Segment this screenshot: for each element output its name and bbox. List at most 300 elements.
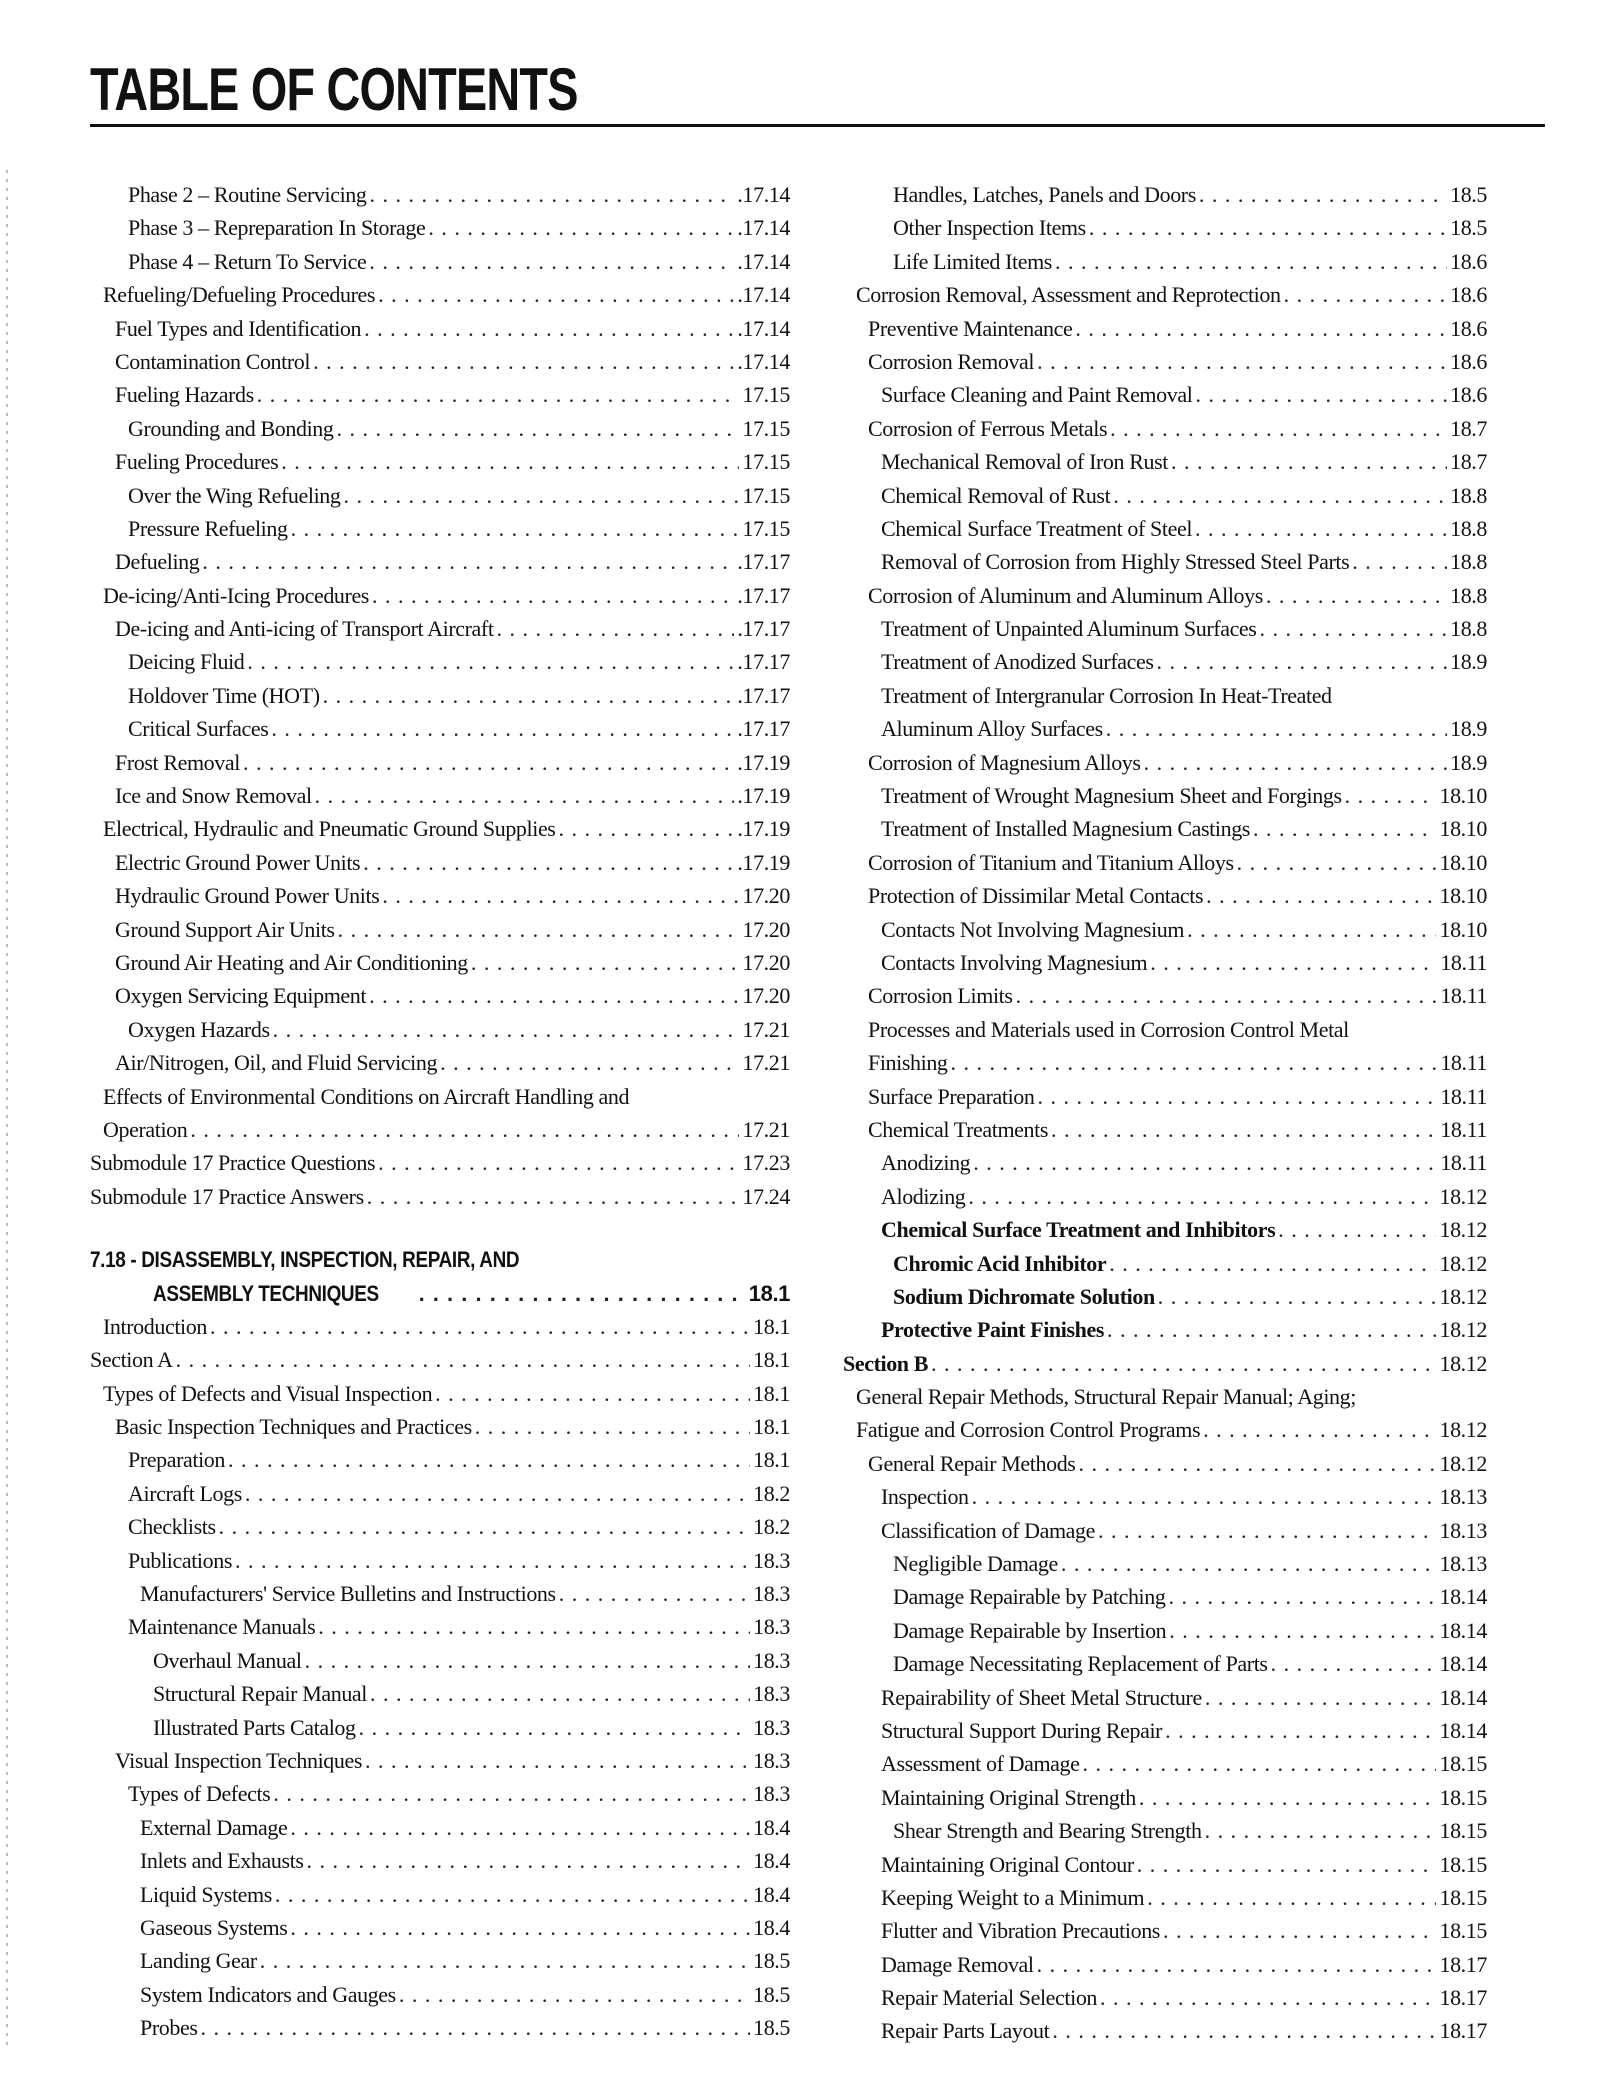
toc-entry[interactable] — [90, 1577, 790, 1610]
toc-entry[interactable] — [90, 1046, 790, 1079]
dot-leader — [1165, 1714, 1436, 1747]
toc-entry[interactable] — [90, 913, 790, 946]
toc-entry[interactable] — [843, 645, 1487, 678]
toc-entry-page: 17.15 — [742, 382, 790, 408]
toc-entry[interactable] — [90, 1811, 790, 1844]
toc-entry-label: General Repair Methods, Structural Repair Manual; Aging; — [856, 1384, 1356, 1410]
toc-entry-label: Ground Air Heating and Air Conditioning — [115, 949, 468, 975]
toc-entry[interactable] — [843, 312, 1487, 345]
dot-leader — [1147, 1881, 1436, 1914]
toc-entry[interactable] — [90, 879, 790, 912]
toc-entry[interactable] — [843, 1981, 1487, 2014]
toc-entry-page: 18.13 — [1439, 1551, 1487, 1577]
toc-entry-page: 18.14 — [1439, 1584, 1487, 1610]
toc-entry[interactable] — [90, 1146, 790, 1179]
toc-entry[interactable] — [843, 812, 1487, 845]
toc-entry-page: 18.6 — [1450, 248, 1487, 274]
toc-entry-page: 17.20 — [742, 949, 790, 975]
toc-entry-page: 18.8 — [1450, 482, 1487, 508]
toc-entry-label: Sodium Dichromate Solution — [893, 1283, 1155, 1309]
toc-entry-label: Corrosion of Ferrous Metals — [868, 415, 1108, 441]
dot-leader — [1110, 412, 1447, 445]
dot-leader — [1106, 712, 1447, 745]
toc-entry[interactable] — [843, 746, 1487, 779]
toc-entry[interactable] — [843, 1848, 1487, 1881]
toc-entry[interactable] — [90, 746, 790, 779]
toc-entry[interactable] — [843, 1280, 1487, 1313]
toc-entry-label: Treatment of Intergranular Corrosion In Heat-Treated — [881, 682, 1332, 708]
dot-leader — [338, 913, 740, 946]
scan-margin-marks — [6, 170, 8, 2050]
toc-entry-label: Visual Inspection Techniques — [115, 1747, 363, 1773]
toc-entry-page: 18.15 — [1439, 1751, 1487, 1777]
section-heading-text: 7.18 - DISASSEMBLY, INSPECTION, REPAIR, AND — [90, 1247, 520, 1273]
toc-entry-page: 18.11 — [1440, 1050, 1487, 1076]
toc-entry[interactable] — [90, 1013, 790, 1046]
toc-entry-label: Protective Paint Finishes — [881, 1317, 1104, 1343]
toc-entry-page: 17.21 — [742, 1116, 790, 1142]
toc-entry-label: Probes — [140, 2015, 198, 2041]
toc-entry[interactable] — [90, 1510, 790, 1543]
dot-leader — [378, 1146, 739, 1179]
toc-entry[interactable] — [90, 245, 790, 278]
dot-leader — [435, 1377, 750, 1410]
toc-entry[interactable] — [843, 846, 1487, 879]
toc-entry-label: De-icing and Anti-icing of Transport Aircraft — [115, 616, 494, 642]
toc-entry[interactable] — [843, 1514, 1487, 1547]
dot-leader — [290, 1911, 750, 1944]
toc-entry-page: .17.17 — [737, 649, 790, 675]
toc-list-submodule-18 — [90, 1310, 790, 2045]
toc-entry[interactable] — [90, 1878, 790, 1911]
toc-entry-page: .17.19 — [737, 749, 790, 775]
dot-leader — [313, 345, 734, 378]
toc-entry[interactable] — [843, 1013, 1487, 1046]
toc-entry[interactable] — [90, 412, 790, 445]
toc-entry[interactable] — [843, 2014, 1487, 2047]
toc-entry[interactable] — [843, 1814, 1487, 1847]
toc-entry[interactable] — [90, 178, 790, 211]
toc-entry[interactable] — [843, 1447, 1487, 1480]
toc-entry[interactable] — [90, 1310, 790, 1343]
toc-entry-page: 18.3 — [753, 1647, 790, 1673]
toc-entry-label: Landing Gear — [140, 1948, 257, 1974]
toc-entry-page: 18.12 — [1439, 1350, 1487, 1376]
toc-entry[interactable] — [90, 445, 790, 478]
toc-entry-label: Air/Nitrogen, Oil, and Fluid Servicing — [115, 1050, 438, 1076]
toc-entry-label: Mechanical Removal of Iron Rust — [881, 449, 1168, 475]
toc-entry[interactable] — [843, 1113, 1487, 1146]
dot-leader — [176, 1343, 751, 1376]
dot-leader — [1100, 1981, 1436, 2014]
toc-entry[interactable] — [90, 1343, 790, 1376]
toc-entry[interactable] — [90, 345, 790, 378]
toc-entry-label: Operation — [103, 1116, 188, 1142]
toc-entry[interactable] — [90, 679, 790, 712]
toc-entry[interactable] — [90, 545, 790, 578]
toc-entry-page: 17.20 — [742, 983, 790, 1009]
toc-entry[interactable] — [843, 1614, 1487, 1647]
toc-entry[interactable] — [843, 612, 1487, 645]
toc-entry-label: Surface Preparation — [868, 1083, 1035, 1109]
toc-entry-page: 17.15 — [742, 482, 790, 508]
toc-entry-page: 18.12 — [1439, 1283, 1487, 1309]
toc-entry-label: Contamination Control — [115, 348, 311, 374]
toc-entry[interactable] — [843, 445, 1487, 478]
section-heading-line2[interactable] — [90, 1277, 790, 1310]
toc-entry[interactable] — [90, 1744, 790, 1777]
dot-leader — [363, 846, 734, 879]
toc-entry[interactable] — [90, 712, 790, 745]
toc-entry-label: Grounding and Bonding — [128, 415, 334, 441]
toc-entry[interactable] — [843, 579, 1487, 612]
toc-entry[interactable] — [90, 979, 790, 1012]
toc-entry[interactable] — [843, 879, 1487, 912]
dot-leader — [475, 1410, 750, 1443]
toc-entry[interactable] — [90, 211, 790, 244]
toc-entry-label: Chemical Surface Treatment of Steel — [881, 515, 1193, 541]
toc-entry-label: Aluminum Alloy Surfaces — [881, 716, 1103, 742]
toc-entry[interactable] — [90, 846, 790, 879]
toc-entry[interactable] — [843, 1714, 1487, 1747]
toc-entry-page: 18.5 — [753, 1981, 790, 2007]
section-heading-line1[interactable] — [90, 1243, 790, 1276]
toc-entry-label: Corrosion of Titanium and Titanium Alloys — [868, 849, 1234, 875]
dot-leader — [245, 1477, 750, 1510]
toc-entry[interactable] — [90, 1944, 790, 1977]
dot-leader — [968, 1180, 1436, 1213]
toc-entry[interactable] — [90, 579, 790, 612]
toc-entry-label: Damage Necessitating Replacement of Parts — [893, 1651, 1268, 1677]
toc-entry-label: Section B — [843, 1350, 929, 1376]
toc-left-column — [90, 178, 790, 2044]
dot-leader — [210, 1310, 750, 1343]
toc-entry-page: 18.15 — [1439, 1918, 1487, 1944]
toc-entry-label: Corrosion of Magnesium Alloys — [868, 749, 1141, 775]
toc-entry[interactable] — [843, 1247, 1487, 1280]
toc-entry[interactable] — [843, 679, 1487, 712]
toc-entry-page: 18.11 — [1440, 1083, 1487, 1109]
toc-entry-label: Repair Material Selection — [881, 1985, 1098, 2011]
toc-entry-page: 18.6 — [1450, 382, 1487, 408]
dot-leader — [1271, 1647, 1437, 1680]
toc-entry[interactable] — [90, 1113, 790, 1146]
toc-entry[interactable] — [90, 1477, 790, 1510]
toc-entry[interactable] — [843, 479, 1487, 512]
dot-leader — [370, 178, 735, 211]
toc-entry[interactable] — [90, 512, 790, 545]
toc-entry-page: 18.1 — [753, 1347, 790, 1373]
dot-leader — [290, 1811, 750, 1844]
toc-entry[interactable] — [90, 612, 790, 645]
toc-list-submodule-18-cont — [843, 178, 1487, 2048]
toc-entry-page: 18.1 — [753, 1313, 790, 1339]
toc-entry-label: Corrosion Limits — [868, 983, 1013, 1009]
toc-entry-page: 18.3 — [753, 1581, 790, 1607]
page-number: 18.1 — [748, 1280, 790, 1306]
toc-entry-page: 18.14 — [1439, 1617, 1487, 1643]
toc-entry[interactable] — [843, 1347, 1487, 1380]
toc-entry[interactable] — [90, 779, 790, 812]
toc-entry[interactable] — [843, 1647, 1487, 1680]
toc-entry-label: Removal of Corrosion from Highly Stressed Steel Parts — [881, 549, 1350, 575]
toc-entry[interactable] — [90, 1644, 790, 1677]
toc-entry-label: Shear Strength and Bearing Strength — [893, 1818, 1202, 1844]
toc-entry[interactable] — [90, 1610, 790, 1643]
toc-entry[interactable] — [843, 712, 1487, 745]
dot-leader — [243, 746, 734, 779]
toc-entry-page: 18.11 — [1440, 983, 1487, 1009]
dot-leader — [1078, 1447, 1436, 1480]
toc-entry-label: Corrosion Removal — [868, 348, 1035, 374]
toc-entry-label: Repairability of Sheet Metal Structure — [881, 1684, 1202, 1710]
dot-leader — [1055, 245, 1447, 278]
toc-entry-page: 18.2 — [753, 1480, 790, 1506]
toc-entry-label: Introduction — [103, 1313, 207, 1339]
toc-entry[interactable] — [843, 412, 1487, 445]
toc-entry[interactable] — [90, 1410, 790, 1443]
toc-entry-label: Maintaining Original Strength — [881, 1784, 1136, 1810]
toc-entry-page: 18.4 — [753, 1814, 790, 1840]
dot-leader — [951, 1046, 1438, 1079]
toc-entry-label: Inlets and Exhausts — [140, 1848, 304, 1874]
dot-leader — [201, 2011, 751, 2044]
toc-entry[interactable] — [843, 979, 1487, 1012]
dot-leader — [1107, 1313, 1436, 1346]
toc-entry-page: 18.14 — [1439, 1651, 1487, 1677]
toc-entry-page: 18.5 — [1450, 182, 1487, 207]
toc-entry-page: 18.12 — [1439, 1450, 1487, 1476]
toc-right-column — [843, 178, 1487, 2048]
dot-leader — [1278, 1213, 1436, 1246]
toc-entry-label: Chemical Surface Treatment and Inhibitors — [881, 1217, 1276, 1243]
toc-entry[interactable] — [843, 1580, 1487, 1613]
toc-entry-page: 18.3 — [753, 1681, 790, 1707]
toc-entry-label: Fuel Types and Identification — [115, 315, 362, 341]
toc-entry[interactable] — [843, 378, 1487, 411]
toc-entry-label: Fueling Procedures — [115, 449, 279, 475]
toc-entry-label: Structural Repair Manual — [153, 1681, 367, 1707]
toc-entry[interactable] — [90, 946, 790, 979]
toc-entry-label: Corrosion of Aluminum and Aluminum Alloys — [868, 582, 1263, 608]
dot-leader — [336, 412, 739, 445]
toc-entry[interactable] — [90, 1180, 790, 1213]
toc-entry[interactable] — [90, 812, 790, 845]
toc-entry-page: .17.19 — [737, 816, 790, 842]
toc-entry-page: 17.24 — [742, 1183, 790, 1209]
dot-leader — [559, 1577, 750, 1610]
toc-entry-page: 18.17 — [1439, 1951, 1487, 1977]
toc-entry[interactable] — [843, 1146, 1487, 1179]
toc-entry-page: 18.12 — [1439, 1217, 1487, 1243]
toc-entry-page: .17.14 — [737, 248, 790, 274]
toc-entry-page: 18.12 — [1439, 1417, 1487, 1443]
toc-entry-label: Aircraft Logs — [128, 1480, 242, 1506]
toc-entry[interactable] — [843, 345, 1487, 378]
dot-leader — [1163, 1914, 1437, 1947]
dot-leader — [1259, 612, 1447, 645]
toc-entry[interactable] — [843, 1046, 1487, 1079]
toc-entry-page: 18.17 — [1439, 2018, 1487, 2044]
dot-leader — [367, 1180, 740, 1213]
toc-entry-page: 18.7 — [1450, 449, 1487, 475]
toc-entry-label: Finishing — [868, 1050, 948, 1076]
toc-entry[interactable] — [843, 211, 1487, 244]
toc-entry-label: Handles, Latches, Panels and Doors — [893, 182, 1196, 207]
toc-entry-label: Pressure Refueling — [128, 515, 288, 541]
toc-entry-page: 18.8 — [1450, 549, 1487, 575]
toc-entry-label: Inspection — [881, 1484, 969, 1510]
toc-entry-label: Frost Removal — [115, 749, 240, 775]
toc-entry-page: 18.8 — [1450, 582, 1487, 608]
toc-entry[interactable] — [843, 1948, 1487, 1981]
dot-leader — [365, 1744, 750, 1777]
dot-leader — [1171, 445, 1447, 478]
dot-leader — [344, 479, 740, 512]
title-rule — [90, 124, 1545, 127]
dot-leader — [228, 1443, 750, 1476]
toc-entry[interactable] — [843, 779, 1487, 812]
toc-entry[interactable] — [843, 1480, 1487, 1513]
toc-entry-page: 18.10 — [1439, 916, 1487, 942]
dot-leader — [1038, 1080, 1438, 1113]
toc-entry-page: .17.14 — [737, 348, 790, 374]
toc-entry-label: Checklists — [128, 1514, 216, 1540]
toc-entry[interactable] — [843, 1380, 1487, 1413]
toc-entry[interactable] — [843, 1413, 1487, 1446]
toc-entry[interactable] — [843, 946, 1487, 979]
toc-entry-label: Phase 3 – Repreparation In Storage — [128, 215, 426, 241]
toc-entry-page: 18.9 — [1450, 749, 1487, 775]
toc-entry[interactable] — [843, 913, 1487, 946]
dot-leader — [1113, 479, 1447, 512]
toc-entry-label: Refueling/Defueling Procedures — [103, 282, 376, 308]
dot-leader — [972, 1480, 1437, 1513]
dot-leader — [1266, 579, 1447, 612]
toc-entry[interactable] — [843, 178, 1487, 211]
dot-leader — [558, 812, 734, 845]
toc-entry[interactable] — [843, 1180, 1487, 1213]
toc-entry-page: 18.13 — [1439, 1484, 1487, 1510]
toc-entry-label: Chromic Acid Inhibitor — [893, 1250, 1107, 1276]
toc-entry[interactable] — [90, 1443, 790, 1476]
toc-entry-label: Submodule 17 Practice Questions — [90, 1150, 376, 1176]
toc-entry[interactable] — [90, 1677, 790, 1710]
toc-entry[interactable] — [843, 1547, 1487, 1580]
toc-entry[interactable] — [843, 1781, 1487, 1814]
toc-entry[interactable] — [90, 312, 790, 345]
toc-entry[interactable] — [90, 378, 790, 411]
dot-leader — [1098, 1514, 1436, 1547]
toc-entry-page: 18.15 — [1439, 1851, 1487, 1877]
toc-entry[interactable] — [843, 1747, 1487, 1780]
dot-leader — [440, 1046, 739, 1079]
toc-entry-label: Treatment of Anodized Surfaces — [881, 649, 1154, 675]
toc-entry-page: 18.4 — [753, 1881, 790, 1907]
toc-entry-page: 18.9 — [1450, 649, 1487, 675]
toc-entry-page: 18.3 — [753, 1714, 790, 1740]
toc-entry[interactable] — [90, 2011, 790, 2044]
toc-entry-label: General Repair Methods — [868, 1450, 1076, 1476]
toc-entry[interactable] — [90, 1080, 790, 1113]
toc-entry-page: 18.10 — [1439, 849, 1487, 875]
toc-entry[interactable] — [90, 645, 790, 678]
toc-entry[interactable] — [843, 245, 1487, 278]
toc-entry[interactable] — [843, 1914, 1487, 1947]
toc-entry-label: Alodizing — [881, 1183, 966, 1209]
dot-leader — [364, 312, 734, 345]
toc-entry-page: 18.11 — [1440, 949, 1487, 975]
toc-entry-label: Chemical Removal of Rust — [881, 482, 1111, 508]
toc-entry[interactable] — [90, 479, 790, 512]
toc-entry-page: .17.17 — [737, 682, 790, 708]
dot-leader — [315, 779, 735, 812]
toc-entry-page: 18.8 — [1450, 616, 1487, 642]
toc-entry-page: 17.20 — [742, 916, 790, 942]
dot-leader — [1195, 378, 1447, 411]
toc-list-submodule-17 — [90, 178, 790, 1213]
toc-entry[interactable] — [90, 1911, 790, 1944]
toc-entry[interactable] — [90, 1377, 790, 1410]
dot-leader — [323, 679, 735, 712]
toc-entry[interactable] — [90, 1777, 790, 1810]
toc-entry[interactable] — [843, 545, 1487, 578]
toc-entry[interactable] — [90, 278, 790, 311]
toc-entry-page: 18.13 — [1439, 1517, 1487, 1543]
toc-entry-page: 17.23 — [742, 1150, 790, 1176]
toc-entry-page: 18.15 — [1439, 1818, 1487, 1844]
toc-entry-label: Other Inspection Items — [893, 215, 1086, 241]
toc-entry-page: 18.5 — [1450, 215, 1487, 241]
dot-leader — [1150, 946, 1437, 979]
toc-entry-page: 18.11 — [1440, 1150, 1487, 1176]
toc-entry[interactable] — [90, 1544, 790, 1577]
toc-entry[interactable] — [843, 1681, 1487, 1714]
dot-leader — [372, 579, 734, 612]
toc-entry[interactable] — [843, 1313, 1487, 1346]
section-gap — [90, 1213, 790, 1243]
toc-entry-label: Phase 2 – Routine Servicing — [128, 182, 367, 207]
toc-entry-page: 18.12 — [1439, 1250, 1487, 1276]
toc-entry-label: Gaseous Systems — [140, 1914, 288, 1940]
toc-entry-label: Fueling Hazards — [115, 382, 254, 408]
toc-entry-page: 18.1 — [753, 1380, 790, 1406]
dot-leader — [1139, 1781, 1437, 1814]
toc-entry[interactable] — [843, 1213, 1487, 1246]
dot-leader — [1195, 512, 1447, 545]
toc-entry-page: 18.3 — [753, 1614, 790, 1640]
toc-entry-page: .17.14 — [737, 182, 790, 207]
toc-entry[interactable] — [843, 512, 1487, 545]
toc-entry-label: Section A — [90, 1347, 173, 1373]
toc-entry-label: Classification of Damage — [881, 1517, 1095, 1543]
dot-leader — [1137, 1848, 1437, 1881]
toc-entry[interactable] — [90, 1844, 790, 1877]
toc-entry-label: Treatment of Unpainted Aluminum Surfaces — [881, 616, 1257, 642]
toc-entry[interactable] — [90, 1711, 790, 1744]
dot-leader — [1205, 1814, 1437, 1847]
toc-entry[interactable] — [843, 278, 1487, 311]
toc-entry[interactable] — [90, 1978, 790, 2011]
toc-entry[interactable] — [843, 1881, 1487, 1914]
toc-entry-page: 18.6 — [1450, 315, 1487, 341]
toc-entry-page: .17.17 — [737, 716, 790, 742]
dot-leader — [273, 1013, 740, 1046]
toc-entry-label: Ice and Snow Removal — [115, 783, 312, 809]
toc-entry-label: Structural Support During Repair — [881, 1717, 1163, 1743]
toc-entry[interactable] — [843, 1080, 1487, 1113]
dot-leader — [1284, 278, 1447, 311]
